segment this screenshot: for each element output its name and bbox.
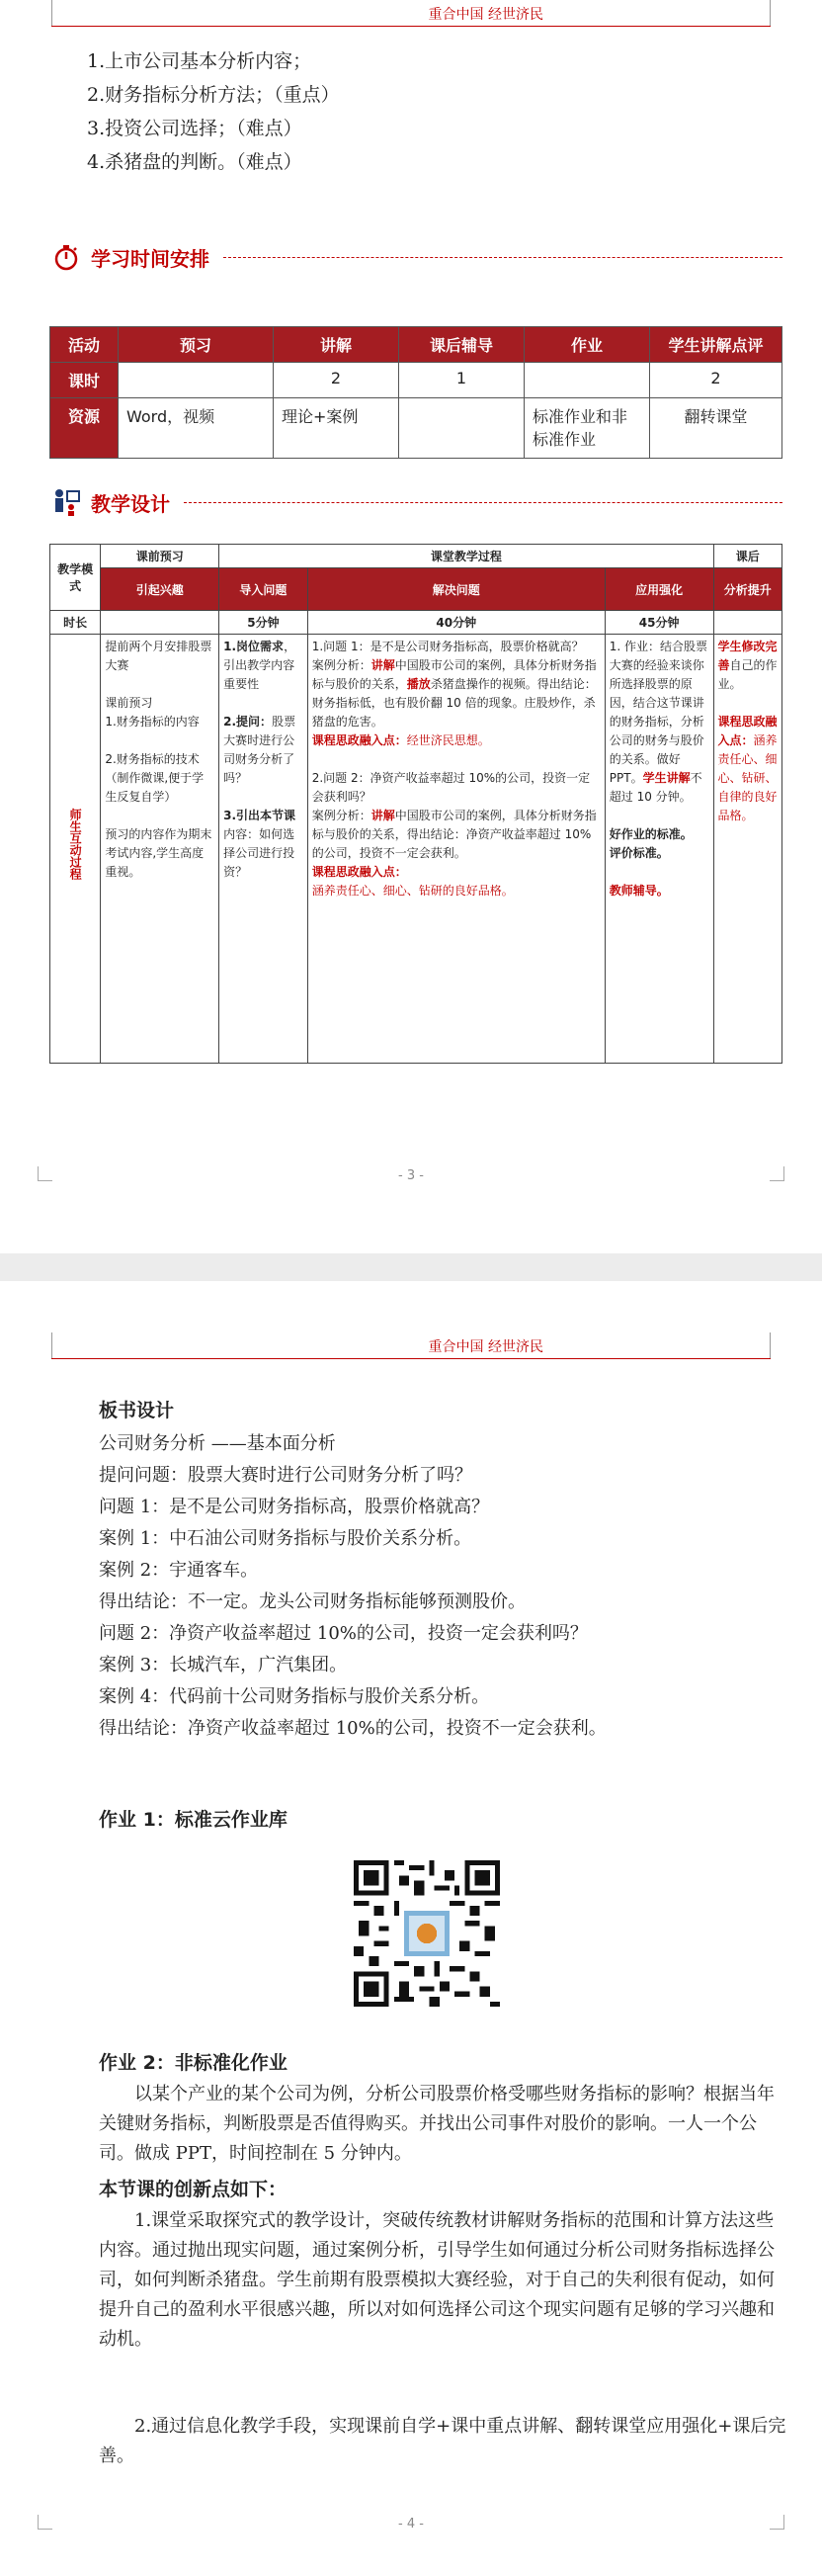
crop-mark	[770, 0, 771, 26]
homework2-title: 作业 2：非标准化作业	[99, 2052, 288, 2074]
solve-q1b: 中国股市公司的案例，具体分析财务指标与股价的关系，	[311, 658, 597, 691]
pre-header: 课前预习	[101, 545, 219, 568]
table-cell	[119, 363, 274, 398]
duration-cell	[713, 611, 782, 635]
explain-word: 讲解	[370, 658, 395, 672]
sub-header: 应用强化	[605, 568, 713, 611]
apply-2: 好作业的标准。	[609, 827, 693, 841]
duration-cell: 45分钟	[605, 611, 713, 635]
solve-q1c: 杀猪盘操作的视频。得出结论：财务指标低，也有股价翻 10 倍的现象。庄股炒作，杀猪盘的危害。	[311, 677, 597, 729]
sub-header: 分析提升	[713, 568, 782, 611]
crop-mark	[51, 1332, 52, 1358]
after-1: 学生修改完善	[717, 640, 778, 672]
sub-header: 解决问题	[307, 568, 605, 611]
page-3	[0, 0, 822, 1253]
header-cell: 预习	[119, 327, 274, 363]
table-row	[50, 398, 782, 459]
explain-word: 讲解	[370, 809, 395, 822]
ideology-label: 课程思政融入点：	[311, 733, 407, 747]
intro-3-text: 内容：如何选择公司进行投资？	[223, 827, 295, 879]
table-cell: Word，视频	[119, 398, 274, 459]
apply-1: 1. 作业：结合股票大赛的经验来谈你所选择股票的原因，结合这节课讲的财务指标，分析公司的财务与股价的关系。做好PPT。	[609, 640, 708, 785]
after-2: 涵养责任心、细心、钻研、自律的良好品格。	[717, 733, 778, 822]
play-word: 播放	[406, 677, 431, 691]
apply-1b: 不超过 10 分钟。	[609, 771, 702, 804]
innovation-title: 本节课的创新点如下：	[99, 2179, 288, 2200]
after-1b: 自己的作业。	[717, 658, 778, 691]
table-header-row	[50, 327, 782, 363]
solve-q2b: 中国股市公司的案例，具体分析财务指标与股价的关系，	[311, 809, 597, 841]
stopwatch-icon	[51, 242, 81, 272]
intro-2-bold: 2.提问：	[223, 715, 273, 729]
table-row	[50, 635, 782, 1064]
class-header: 课堂教学过程	[219, 545, 713, 568]
dashed-rule	[184, 502, 782, 503]
apply-cell	[605, 635, 713, 1064]
pre-study-cell: 提前两个月安排股票大赛 课前预习 1.财务指标的内容 2.财务指标的技术（制作微课,便于学生反复自学） 预习的内容作为期末考试内容,学生高度重视。	[101, 635, 219, 1064]
solve-cell	[307, 635, 605, 1064]
case-label: 案例分析：	[311, 658, 371, 672]
header-text: 重合中国 经世济民	[428, 1339, 543, 1355]
schedule-section-title	[51, 241, 782, 273]
table-cell: 1	[399, 363, 525, 398]
solve-q2: 2.问题 2：净资产收益率超过 10%的公司，投资一定会获利吗？	[311, 771, 591, 804]
design-section-title	[51, 486, 782, 518]
innovation-1: 1.课堂采取探究式的教学设计，突破传统教材讲解财务指标的范围和计算方法这些内容。通过抛出现实问题，通过案例分析，引导学生如何通过分析公司财务指标选择公司，如何判断杀猪盘。学生前期有股票模拟大赛经验，对于自己的失利很有促动，如何提升自己的盈利水平很感兴趣，所以对如何选择公司这个现实问题有足够的学习兴趣和动机。	[99, 2210, 775, 2350]
board-line: 案例 4：代码前十公司财务指标与股价关系分析。	[99, 1686, 490, 1707]
table-cell: 翻转课堂	[650, 398, 782, 459]
board-line: 得出结论：净资产收益率超过 10%的公司，投资不一定会获利。	[99, 1718, 607, 1739]
table-cell: 理论+案例	[274, 398, 399, 459]
board-line: 问题 2：净资产收益率超过 10%的公司，投资一定会获利吗？	[99, 1623, 588, 1644]
header-cell: 学生讲解点评	[650, 327, 782, 363]
objective-item: 1.上市公司基本分析内容；	[87, 50, 312, 72]
intro-cell	[219, 635, 308, 1064]
teacher-students-icon	[51, 487, 81, 517]
sub-header: 引起兴趣	[101, 568, 219, 611]
page-header	[51, 0, 771, 27]
solve-q1: 1.问题 1：是不是公司财务指标高，股票价格就高？	[311, 640, 584, 653]
table-cell: 标准作业和非标准作业	[525, 398, 650, 459]
table-cell	[399, 398, 525, 459]
homework1-title: 作业 1：标准云作业库	[99, 1809, 288, 1831]
header-cell: 作业	[525, 327, 650, 363]
apply-3: 评价标准。	[609, 846, 669, 860]
board-line: 案例 2：宇通客车。	[99, 1560, 259, 1581]
header-cell: 讲解	[274, 327, 399, 363]
crop-mark	[770, 1332, 771, 1358]
after-cell	[713, 635, 782, 1064]
header-text: 重合中国 经世济民	[428, 7, 543, 23]
sub-header: 导入问题	[219, 568, 308, 611]
row-header: 资源	[50, 398, 119, 459]
apply-4: 教师辅导。	[609, 884, 669, 898]
table-cell: 2	[650, 363, 782, 398]
page-number: - 3 -	[398, 1168, 424, 1183]
board-line: 公司财务分析 ——基本面分析	[99, 1433, 336, 1454]
row-header: 课时	[50, 363, 119, 398]
table-row	[50, 545, 782, 568]
duration-cell	[101, 611, 219, 635]
header-cell: 课后辅导	[399, 327, 525, 363]
ideology-text: 经世济民思想。	[406, 733, 490, 747]
duration-cell: 40分钟	[307, 611, 605, 635]
ideology-text: 涵养责任心、细心、钻研的良好品格。	[311, 884, 514, 898]
mode-header: 教学模式	[50, 545, 101, 611]
header-cell: 活动	[50, 327, 119, 363]
page-4	[0, 1281, 822, 2576]
table-row	[50, 568, 782, 611]
after-header: 课后	[713, 545, 782, 568]
design-table	[49, 544, 782, 1064]
intro-3-bold: 3.引出本节课	[223, 809, 296, 822]
homework2-text: 以某个产业的某个公司为例，分析公司股票价格受哪些财务指标的影响？根据当年关键财务指标，判断股票是否值得购买。并找出公司事件对股价的影响。一人一个公司。做成 PPT，时间控制在 5 分钟内。	[99, 2084, 775, 2164]
table-row	[50, 611, 782, 635]
duration-label: 时长	[50, 611, 101, 635]
intro-1-bold: 1.岗位需求	[223, 640, 285, 653]
section-label: 学习时间安排	[91, 246, 209, 271]
dashed-rule	[223, 257, 782, 258]
board-line: 案例 1：中石油公司财务指标与股价关系分析。	[99, 1528, 472, 1549]
crop-mark	[51, 0, 52, 26]
mode-value	[50, 635, 101, 1064]
page-number: - 4 -	[398, 2517, 424, 2532]
intro-1-text: ，引出教学内容重要性	[223, 640, 296, 691]
board-line: 提问问题：股票大赛时进行公司财务分析了吗？	[99, 1465, 472, 1486]
intro-2-text: 股票大赛时进行公司财务分析了吗？	[223, 715, 296, 785]
case-label: 案例分析：	[311, 809, 371, 822]
table-cell: 2	[274, 363, 399, 398]
objective-item: 2.财务指标分析方法；（重点）	[87, 84, 340, 106]
board-line: 问题 1：是不是公司财务指标高，股票价格就高？	[99, 1497, 490, 1517]
section-label: 教学设计	[91, 491, 170, 516]
table-cell	[525, 363, 650, 398]
board-title: 板书设计	[99, 1400, 175, 1421]
board-line: 案例 3：长城汽车，广汽集团。	[99, 1655, 348, 1675]
page-header	[51, 1332, 771, 1359]
board-line: 得出结论：不一定。龙头公司财务指标能够预测股价。	[99, 1591, 526, 1612]
student-explain: 学生讲解	[642, 771, 691, 785]
qr-code-icon[interactable]	[354, 1860, 500, 2007]
mode-text: 师生互动过程	[68, 809, 83, 880]
innovation-2: 2.通过信息化教学手段，实现课前自学+课中重点讲解、翻转课堂应用强化+课后完善。	[99, 2416, 786, 2466]
duration-cell: 5分钟	[219, 611, 308, 635]
objective-item: 3.投资公司选择；（难点）	[87, 118, 302, 139]
ideology-label: 课程思政融入点：	[311, 865, 407, 879]
after-2-label: 课程思政融入点：	[717, 715, 778, 747]
table-row	[50, 363, 782, 398]
solve-q2c: 得出结论：净资产收益率超过 10%的公司，投资不一定会获利。	[311, 827, 592, 860]
schedule-table	[49, 326, 782, 459]
objective-item: 4.杀猪盘的判断。（难点）	[87, 151, 302, 173]
